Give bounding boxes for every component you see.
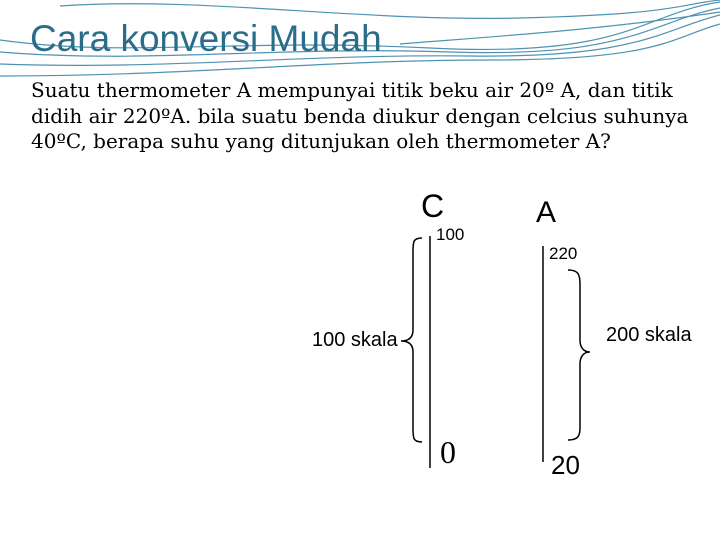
slide-title: Cara konversi Mudah [30,18,382,59]
scale-c-bottom-value: 0 [440,434,456,470]
scale-a-bottom-value: 20 [551,450,580,480]
c-span-brace [401,238,422,442]
a-span-brace [568,270,590,440]
scale-a-label: A [536,196,557,229]
scale-a-top-value: 220 [549,244,578,263]
scale-a-span-label: 200 skala [606,324,692,346]
scale-c-span-label: 100 skala [312,329,398,351]
scale-c-top-value: 100 [436,225,465,244]
scale-c-label: C [421,188,445,224]
problem-text: Suatu thermometer A mempunyai titik beku air 20º A, dan titik didih air 220ºA. bila suatu benda diukur dengan celcius suhunya 40ºC, berapa suhu yang ditunjukan oleh thermometer A? [31,78,689,153]
